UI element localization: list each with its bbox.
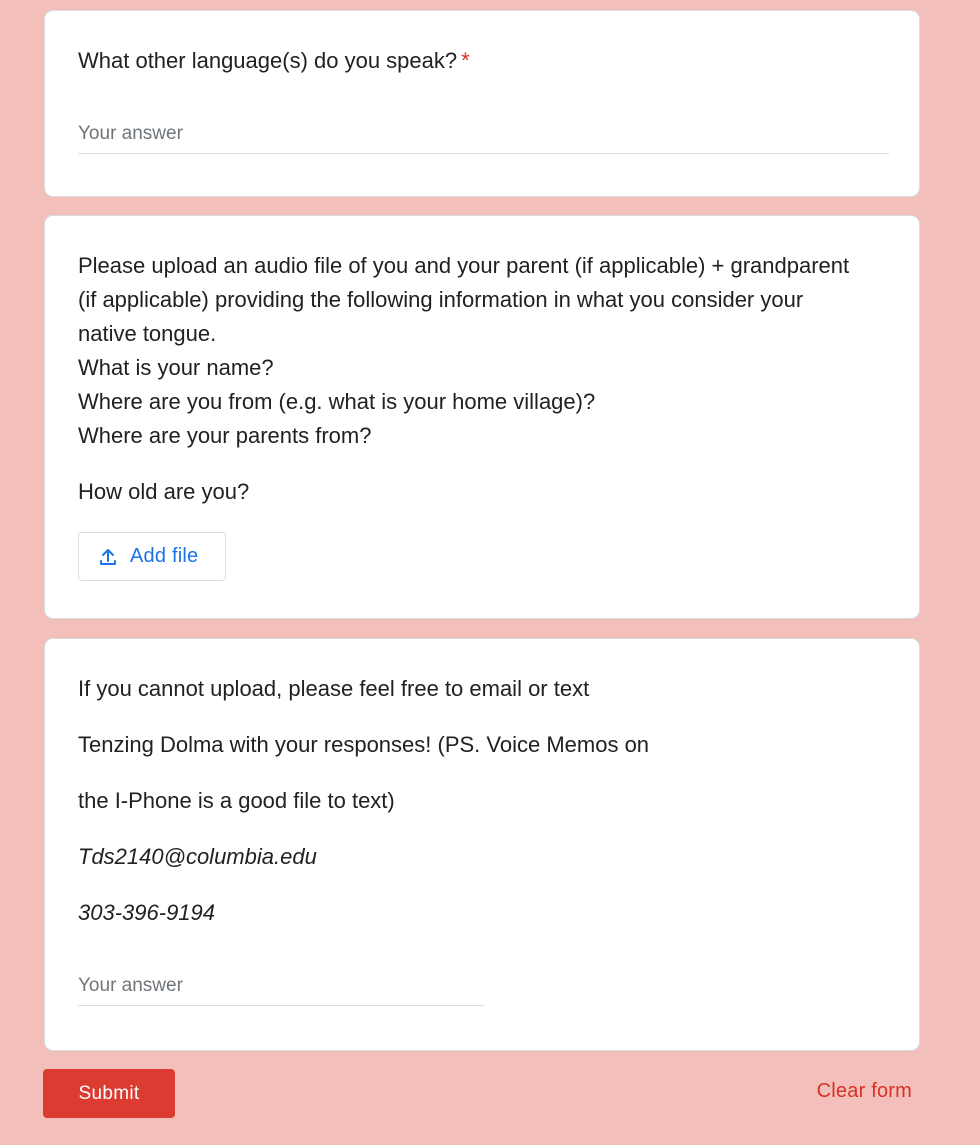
description-line: native tongue. (78, 321, 217, 346)
submit-button[interactable]: Submit (43, 1069, 175, 1118)
languages-answer-input[interactable] (78, 123, 889, 154)
add-file-button[interactable] (78, 532, 226, 581)
question-title (78, 47, 470, 75)
description-line: How old are you? (78, 479, 250, 504)
description-line: the I-Phone is a good file to text) (78, 788, 395, 813)
add-file-label: Add file (130, 545, 199, 567)
question-card-contact (44, 638, 920, 1051)
description-line: Tenzing Dolma with your responses! (PS. Voice Memos on (78, 732, 650, 757)
description-line: (if applicable) providing the following information in what you consider your (78, 287, 804, 312)
description-line: Please upload an audio file of you and your parent (if applicable) + grandparent (78, 253, 850, 278)
contact-phone: 303-396-9194 (78, 900, 216, 925)
question-title-text: What other language(s) do you speak? (78, 48, 458, 73)
question-card-languages (44, 10, 920, 197)
description-line: Where are your parents from? (78, 423, 372, 448)
description-line: Where are you from (e.g. what is your home village)? (78, 389, 596, 414)
clear-form-button[interactable]: Clear form (816, 1080, 912, 1102)
contact-answer-input[interactable] (78, 975, 484, 1006)
description-line: If you cannot upload, please feel free to email or text (78, 676, 590, 701)
question-card-audio-upload (44, 215, 920, 619)
description-line: What is your name? (78, 355, 274, 380)
contact-email: Tds2140@columbia.edu (78, 844, 317, 869)
upload-icon (97, 546, 119, 568)
required-asterisk: * (461, 48, 470, 73)
